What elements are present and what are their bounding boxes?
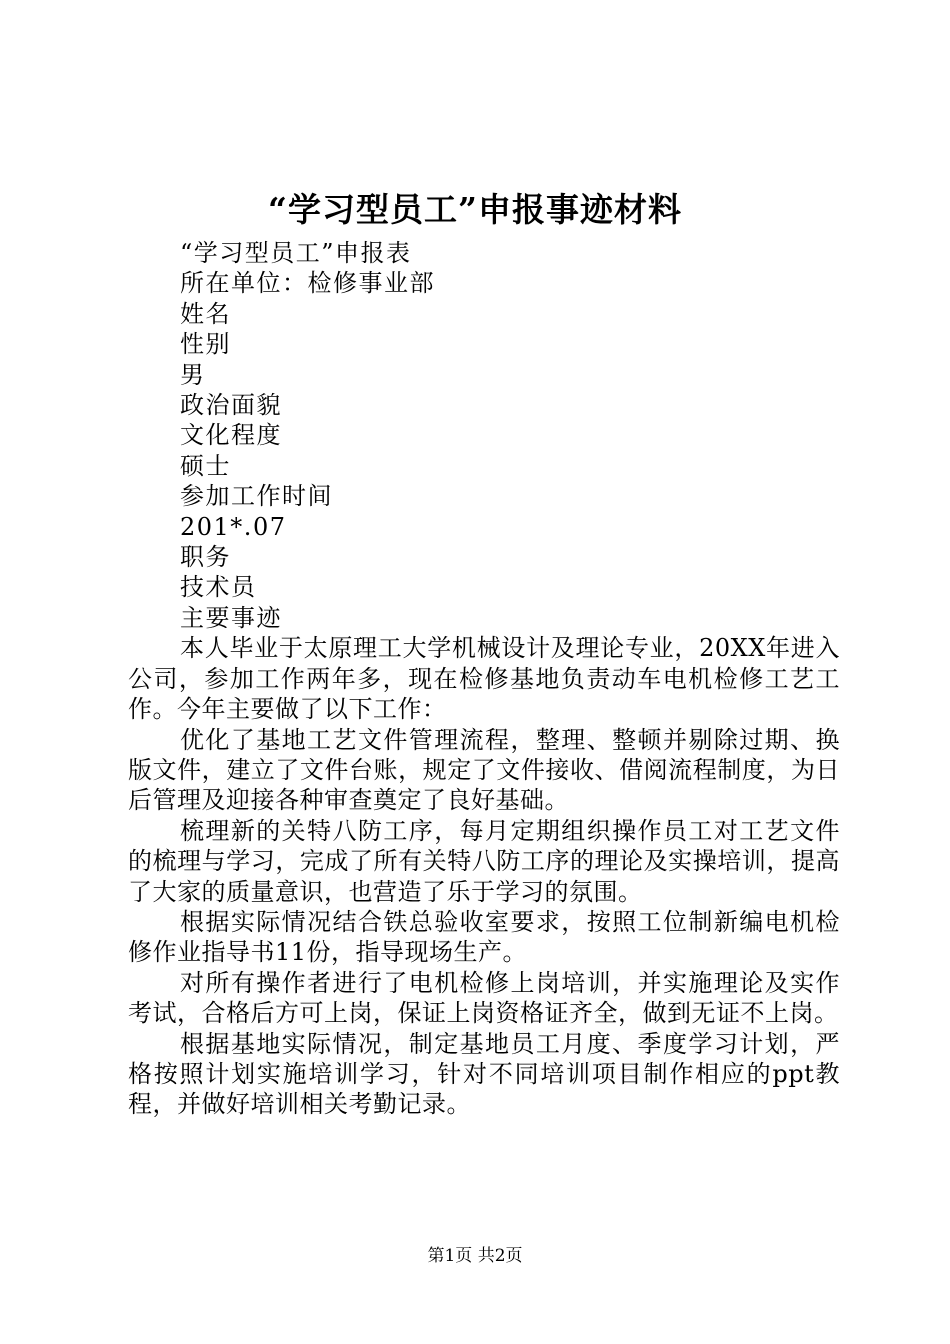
education-value: 硕士 [180,451,231,480]
page-title: “学习型员工”申报事迹材料 [268,190,682,229]
form-title: “学习型员工”申报表 [180,239,412,267]
work-start-value: 201*.07 [180,512,287,541]
main-deeds-label: 主要事迹 [180,603,282,632]
paragraph-key-process: 梳理新的关特八防工序，每月定期组织操作员工对工艺文件的梳理与学习，完成了所有关特八防工序的理论及实操培训，提高了大家的质量意识，也营造了乐于学习的氛围。 [128,816,840,906]
unit-line: 所在单位：检修事业部 [180,269,435,298]
paragraph-file-management: 优化了基地工艺文件管理流程，整理、整顿并剔除过期、换版文件，建立了文件台账，规定了文件接收、借阅流程制度，为日后管理及迎接各种审查奠定了良好基础。 [128,725,840,815]
page-footer: 第1页 共2页 [427,1246,523,1266]
document-body [128,238,840,1120]
paragraph-work-instructions: 根据实际情况结合铁总验收室要求，按照工位制新编电机检修作业指导书11份，指导现场生产。 [128,907,840,967]
paragraph-intro: 本人毕业于太原理工大学机械设计及理论专业，20XX年进入公司，参加工作两年多，现在检修基地负责动车电机检修工艺工作。今年主要做了以下工作： [128,634,840,724]
paragraph-training: 对所有操作者进行了电机检修上岗培训，并实施理论及实作考试，合格后方可上岗，保证上岗资格证齐全，做到无证不上岗。 [128,968,840,1028]
position-value: 技术员 [180,573,257,602]
gender-value: 男 [180,360,206,389]
paragraph-study-plan: 根据基地实际情况，制定基地员工月度、季度学习计划，严格按照计划实施培训学习，针对不同培训项目制作相应的ppt教程，并做好培训相关考勤记录。 [128,1029,840,1119]
work-start-label: 参加工作时间 [180,482,333,511]
name-label: 姓名 [180,299,231,328]
education-label: 文化程度 [180,421,282,450]
political-status-label: 政治面貌 [180,391,282,420]
position-label: 职务 [180,543,231,572]
gender-label: 性别 [180,330,231,359]
